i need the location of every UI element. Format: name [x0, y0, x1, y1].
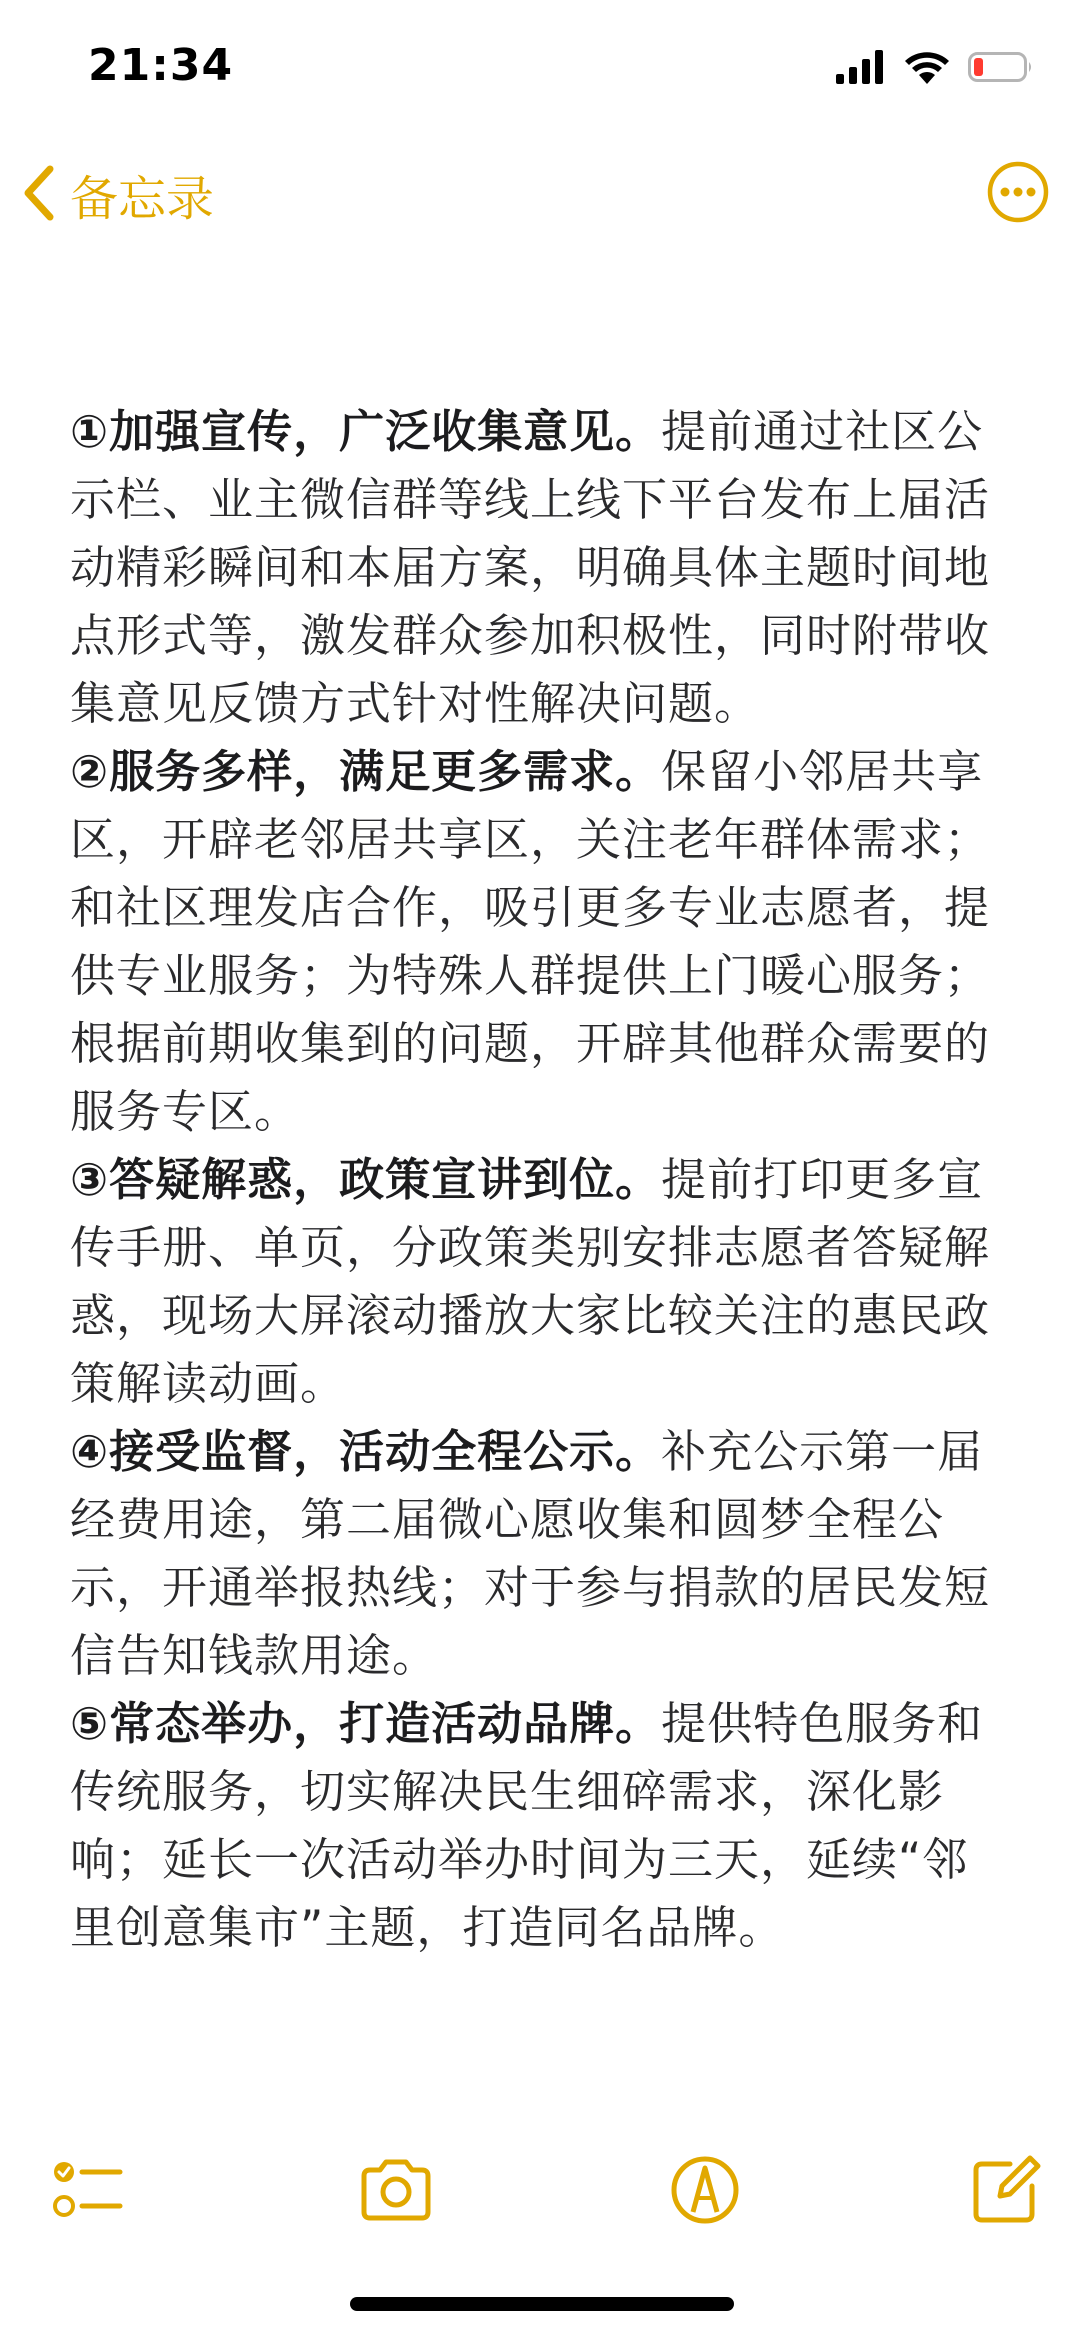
paragraph-heading: ②服务多样，满足更多需求。 [70, 745, 662, 798]
paragraph-text: 保留小邻居共享区，开辟老邻居共享区，关注老年群体需求；和社区理发店合作，吸引更多专业志愿者，提供专业服务；为特殊人群提供上门暖心服务；根据前期收集到的问题，开辟其他群众需要的服务专区。 [70, 745, 991, 1138]
note-paragraph [70, 398, 1010, 738]
paragraph-heading: ④接受监督，活动全程公示。 [70, 1425, 662, 1478]
status-time: 21:34 [88, 40, 234, 91]
paragraph-text: 提供特色服务和传统服务，切实解决民生细碎需求，深化影响；延长一次活动举办时间为三天，延续“邻里创意集市”主题，打造同名品牌。 [70, 1697, 984, 1954]
home-indicator[interactable] [350, 2297, 734, 2311]
bottom-toolbar [0, 2150, 1080, 2240]
chevron-left-icon [22, 163, 56, 227]
markup-icon [665, 2215, 745, 2234]
camera-button[interactable] [356, 2150, 436, 2230]
battery-low-icon [968, 50, 1034, 88]
paragraph-heading: ⑤常态举办，打造活动品牌。 [70, 1697, 662, 1750]
cellular-signal-icon [836, 50, 886, 88]
note-paragraph [70, 1690, 1010, 1962]
back-button[interactable] [22, 160, 214, 229]
status-bar [0, 0, 1080, 130]
note-paragraph [70, 1146, 1010, 1418]
note-paragraph [70, 1418, 1010, 1690]
compose-button[interactable] [966, 2150, 1046, 2230]
paragraph-text: 提前通过社区公示栏、业主微信群等线上线下平台发布上届活动精彩瞬间和本届方案，明确具体主题时间地点形式等，激发群众参加积极性，同时附带收集意见反馈方式针对性解决问题。 [70, 405, 991, 730]
compose-icon [966, 2215, 1046, 2234]
paragraph-text: 补充公示第一届经费用途，第二届微心愿收集和圆梦全程公示，开通举报热线；对于参与捐款的居民发短信告知钱款用途。 [70, 1425, 991, 1682]
paragraph-text: 提前打印更多宣传手册、单页，分政策类别安排志愿者答疑解惑，现场大屏滚动播放大家比较关注的惠民政策解读动画。 [70, 1153, 991, 1410]
checklist-button[interactable] [48, 2150, 128, 2230]
note-paragraph [70, 738, 1010, 1146]
status-icons [836, 50, 1034, 88]
paragraph-heading: ①加强宣传，广泛收集意见。 [70, 405, 662, 458]
markup-button[interactable] [665, 2150, 745, 2230]
camera-icon [356, 2215, 436, 2234]
navigation-bar [0, 150, 1080, 240]
note-body[interactable] [70, 398, 1010, 1962]
checklist-icon [48, 2215, 128, 2234]
paragraph-heading: ③答疑解惑，政策宣讲到位。 [70, 1153, 662, 1206]
more-options-button[interactable] [986, 160, 1050, 224]
wifi-icon [904, 50, 950, 88]
back-label: 备忘录 [70, 171, 215, 227]
ellipsis-circle-icon [986, 209, 1050, 228]
